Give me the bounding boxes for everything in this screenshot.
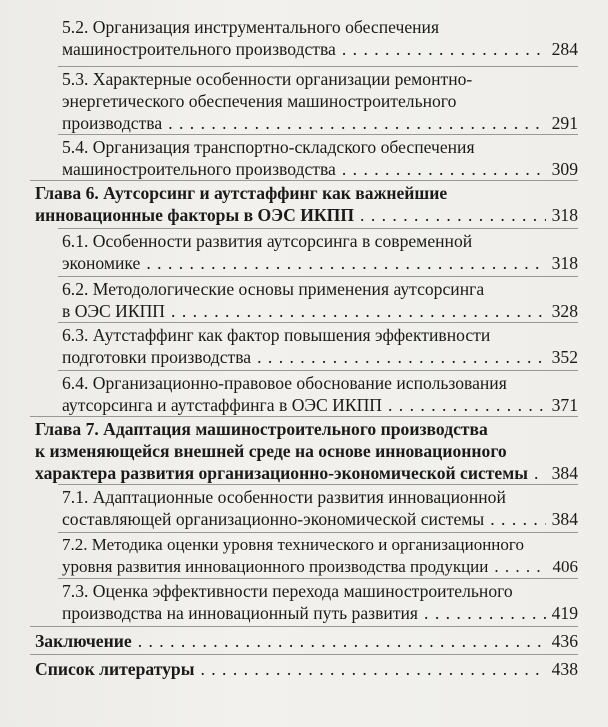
page-number: 384 (551, 463, 578, 483)
toc-entry-text-line: производства (62, 113, 163, 133)
toc-entry-text-line: машиностроительного производства (62, 159, 336, 179)
toc-references[interactable] (35, 658, 578, 680)
toc-entry-text-line: 6.2. Методологические основы применения аутсорсинга (62, 279, 485, 299)
leader-dots (171, 300, 546, 322)
page-number: 384 (551, 509, 578, 529)
divider (30, 180, 578, 181)
toc-entry-text-line: 5.3. Характерные особенности организации ремонтно- (62, 69, 473, 89)
toc-entry-text-line: 6.4. Организационно-правовое обоснование использования (62, 373, 507, 393)
toc-entry-6-4[interactable] (62, 372, 578, 416)
leader-dots (342, 38, 546, 60)
divider (58, 578, 578, 579)
toc-entry-text-line: 5.2. Организация инструментального обеспечения (62, 17, 440, 37)
page-number: 436 (551, 631, 578, 651)
toc-entry-text-line: 7.1. Адаптационные особенности развития инновационной (62, 487, 506, 507)
page-number: 328 (551, 301, 578, 321)
page-number: 371 (551, 395, 578, 415)
divider (58, 228, 578, 229)
divider (58, 532, 578, 533)
toc-entry-7-2[interactable] (62, 534, 578, 578)
toc-entry-text-line: 6.3. Аутстаффинг как фактор повышения эффективности (62, 325, 491, 345)
leader-dots (494, 556, 546, 578)
divider (58, 134, 578, 135)
leader-dots (342, 158, 546, 180)
toc-entry-5-4[interactable] (62, 136, 578, 180)
toc-entry-text-line: уровня развития инновационного производства продукции (62, 557, 489, 576)
toc-chapter-6[interactable] (35, 182, 578, 226)
leader-dots (200, 658, 545, 680)
page-number: 438 (551, 659, 578, 679)
toc-entry-6-3[interactable] (62, 324, 578, 368)
leader-dots (138, 630, 546, 652)
toc-entry-text-line: подготовки производства (62, 347, 252, 367)
toc-entry-7-1[interactable] (62, 486, 578, 530)
leader-dots (424, 602, 546, 624)
page-number: 291 (551, 113, 578, 133)
divider (58, 66, 578, 67)
toc-entry-text-line: 7.3. Оценка эффективности перехода машиностроительного (62, 581, 513, 601)
toc-entry-5-3[interactable] (62, 68, 578, 134)
toc-entry-text-line: аутсорсинга и аутстаффинга в ОЭС ИКПП (62, 395, 382, 415)
leader-dots (534, 462, 546, 484)
leader-dots (360, 204, 546, 226)
toc-entry-text-line: 7.2. Методика оценки уровня технического и организационного (62, 535, 524, 554)
divider (30, 654, 578, 655)
leader-dots (490, 508, 545, 530)
page-number: 309 (551, 159, 578, 179)
divider (30, 416, 578, 417)
toc-entry-text-line: Глава 6. Аутсорсинг и аутстаффинг как важнейшие (35, 183, 448, 203)
leader-dots (146, 252, 545, 274)
toc-entry-text-line: инновационные факторы в ОЭС ИКПП (35, 205, 355, 225)
page-number: 284 (551, 39, 578, 59)
page-number: 352 (551, 347, 578, 367)
toc-entry-text-line: производства на инновационный путь развития (62, 603, 419, 623)
toc-entry-text-line: машиностроительного производства (62, 39, 336, 59)
toc-entry-text-line: Список литературы (35, 659, 195, 679)
toc-entry-6-2[interactable] (62, 278, 578, 322)
page-number: 406 (552, 557, 578, 576)
divider (58, 276, 578, 277)
toc-entry-text-line: к изменяющейся внешней среде на основе инновационного (35, 441, 507, 461)
divider (58, 370, 578, 371)
toc-conclusion[interactable] (35, 630, 578, 652)
divider (30, 626, 578, 627)
leader-dots (257, 346, 546, 368)
divider (58, 484, 578, 485)
leader-dots (168, 112, 545, 134)
toc-entry-text-line: экономике (62, 253, 141, 273)
toc-entry-text-line: Заключение (35, 631, 132, 651)
leader-dots (388, 394, 546, 416)
page-number: 419 (551, 603, 578, 623)
toc-entry-text-line: в ОЭС ИКПП (62, 301, 166, 321)
toc-entry-text-line: характера развития организационно-экономической системы (35, 463, 528, 483)
toc-entry-text-line: 6.1. Особенности развития аутсорсинга в современной (62, 231, 473, 251)
toc-entry-text-line: составляющей организационно-экономической системы (62, 509, 485, 529)
toc-entry-7-3[interactable] (62, 580, 578, 624)
toc-entry-text-line: энергетического обеспечения машиностроительного (62, 91, 457, 111)
toc-entry-5-2[interactable] (62, 16, 578, 60)
toc-entry-6-1[interactable] (62, 230, 578, 274)
page-number: 318 (551, 205, 578, 225)
divider (58, 322, 578, 323)
toc-chapter-7[interactable] (35, 418, 578, 484)
toc-entry-text-line: Глава 7. Адаптация машиностроительного производства (35, 419, 488, 439)
toc-entry-text-line: 5.4. Организация транспортно-складского обеспечения (62, 137, 475, 157)
page-number: 318 (551, 253, 578, 273)
